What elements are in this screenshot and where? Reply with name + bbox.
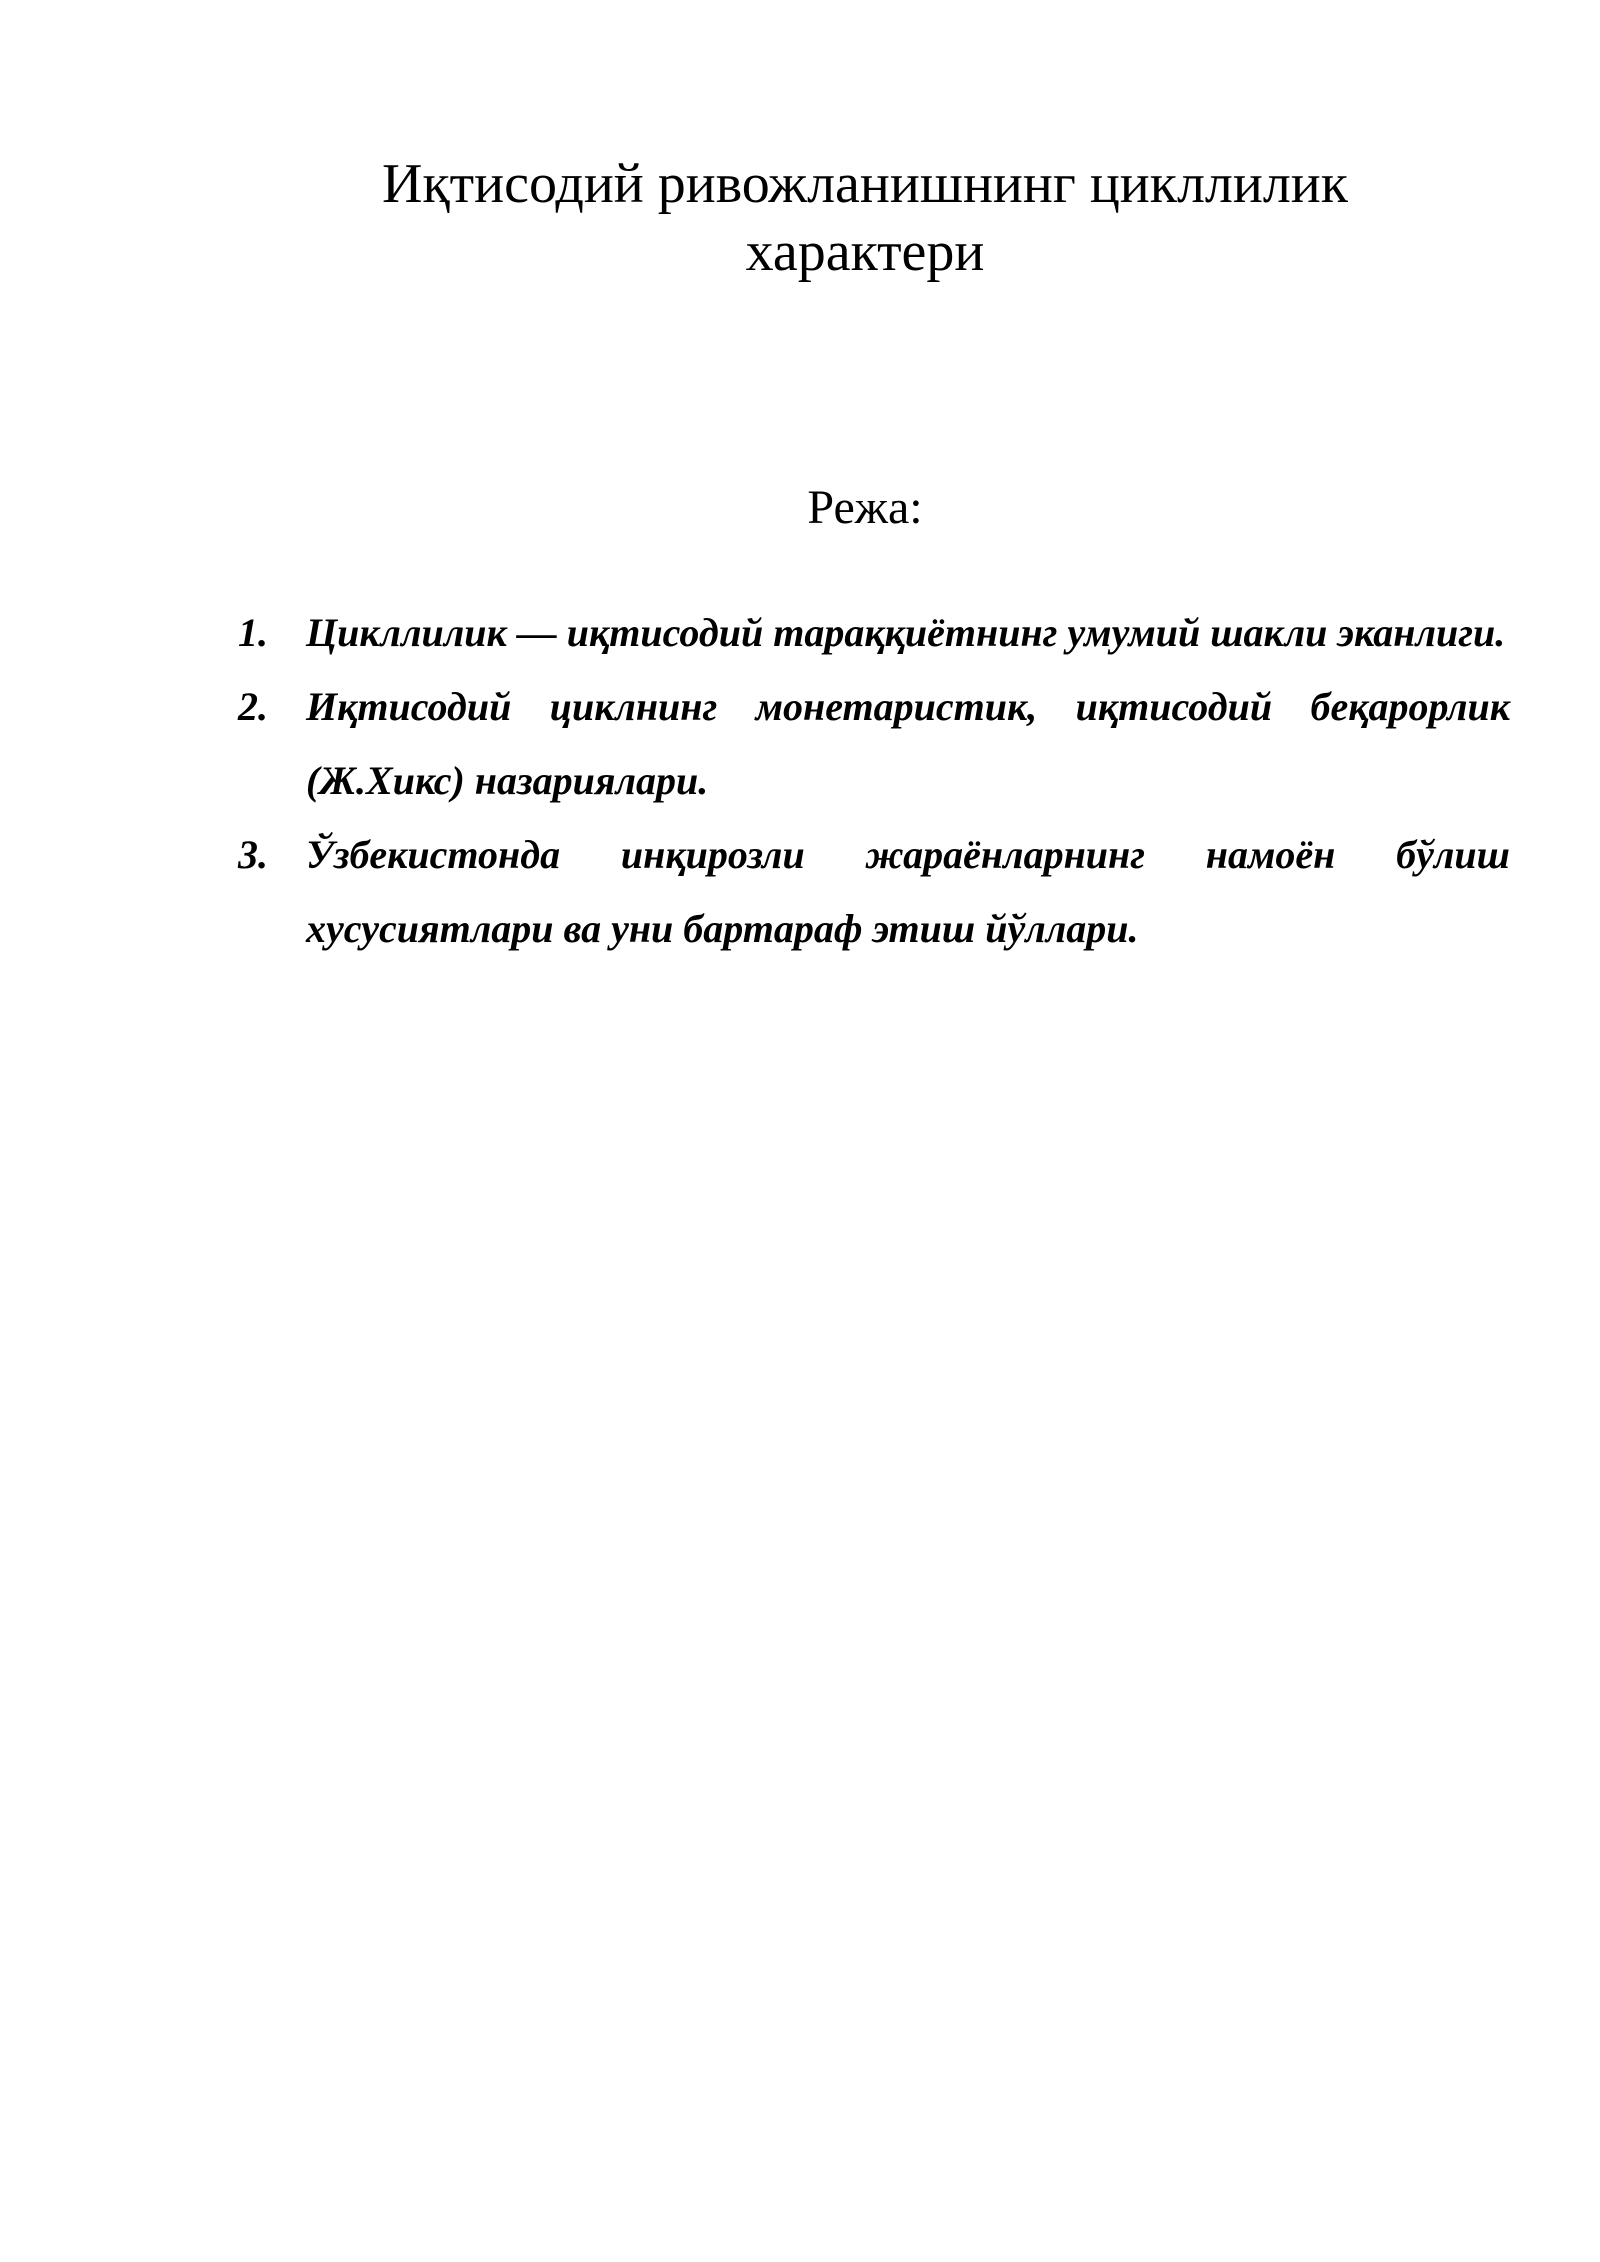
plan-item-text: Иқтисодий циклнинг монетаристик, иқтисодий беқарорлик (Ж.Хикс) назариялари.: [306, 684, 1510, 803]
plan-item-2: [238, 670, 1510, 818]
plan-item-number: 2.: [238, 684, 268, 729]
plan-item-3: [238, 818, 1510, 966]
plan-item-text: Ўзбекистонда инқирозли жараёнларнинг намоён бўлиш хусусиятлари ва уни бартараф этиш йўллари.: [306, 832, 1510, 951]
plan-item-text: Цикллилик — иқтисодий тараққиётнинг умумий шакли эканлиги.: [306, 610, 1506, 655]
document-title: [240, 150, 1490, 286]
title-line-2: характери: [745, 221, 985, 283]
plan-list: [238, 596, 1510, 966]
plan-item-number: 3.: [238, 832, 268, 877]
plan-item-1: [238, 596, 1510, 670]
plan-heading: Режа:: [807, 481, 923, 534]
title-line-1: Иқтисодий ривожланишнинг цикллилик: [382, 153, 1348, 215]
plan-item-number: 1.: [238, 610, 268, 655]
